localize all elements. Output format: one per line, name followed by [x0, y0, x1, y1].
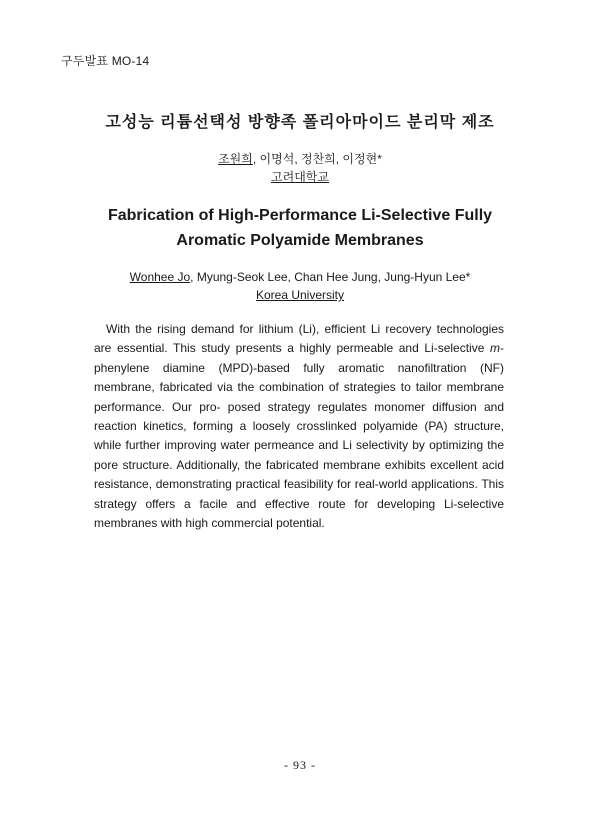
english-title: Fabrication of High-Performance Li-Selective Fully Aromatic Polyamide Membranes [107, 207, 493, 249]
abstract-text-part2: -phenylene diamine (MPD)-based fully aromatic nanofiltration (NF) membrane, fabricated via the combination of strategies to tailor membrane performance. Our pro- posed strategy regulates monomer diffusion and reaction kinetics, forming a loosely crosslinked polyamide (PA) structure, while further improving water permeance and Li selectivity by optimizing the pore structure. Additionally, the fabricated membrane exhibits excellent acid resistance, demonstrating practical feasibility for real-world applications. This strategy offers a facile and effective route for developing Li-selective membranes with high commercial potential. [94, 341, 504, 531]
page-number: - 93 - [284, 758, 316, 772]
abstract-body [94, 320, 504, 533]
korean-affiliation [0, 168, 600, 186]
korean-affiliation-text: 고려대학교 [271, 170, 329, 184]
english-affiliation-text: Korea University [255, 288, 345, 302]
korean-presenting-author: 조원희 [218, 152, 253, 166]
korean-co-authors: , 이명석, 정찬희, 이정현* [252, 152, 382, 166]
english-affiliation [0, 286, 600, 304]
abstract-italic-m: m [490, 341, 500, 356]
english-authors [0, 268, 600, 286]
korean-title: 고성능 리튬선택성 방향족 폴리아마이드 분리막 제조 [105, 114, 495, 131]
korean-authors [0, 150, 600, 168]
session-label: 구두발표 MO-14 [61, 54, 150, 68]
abstract-text-part1: With the rising demand for lithium (Li), efficient Li recovery technologies are essential. This study presents a highly permeable and Li-selective [94, 322, 504, 356]
english-co-authors: , Myung-Seok Lee, Chan Hee Jung, Jung-Hyun Lee* [190, 270, 471, 284]
english-presenting-author: Wonhee Jo [129, 270, 191, 284]
